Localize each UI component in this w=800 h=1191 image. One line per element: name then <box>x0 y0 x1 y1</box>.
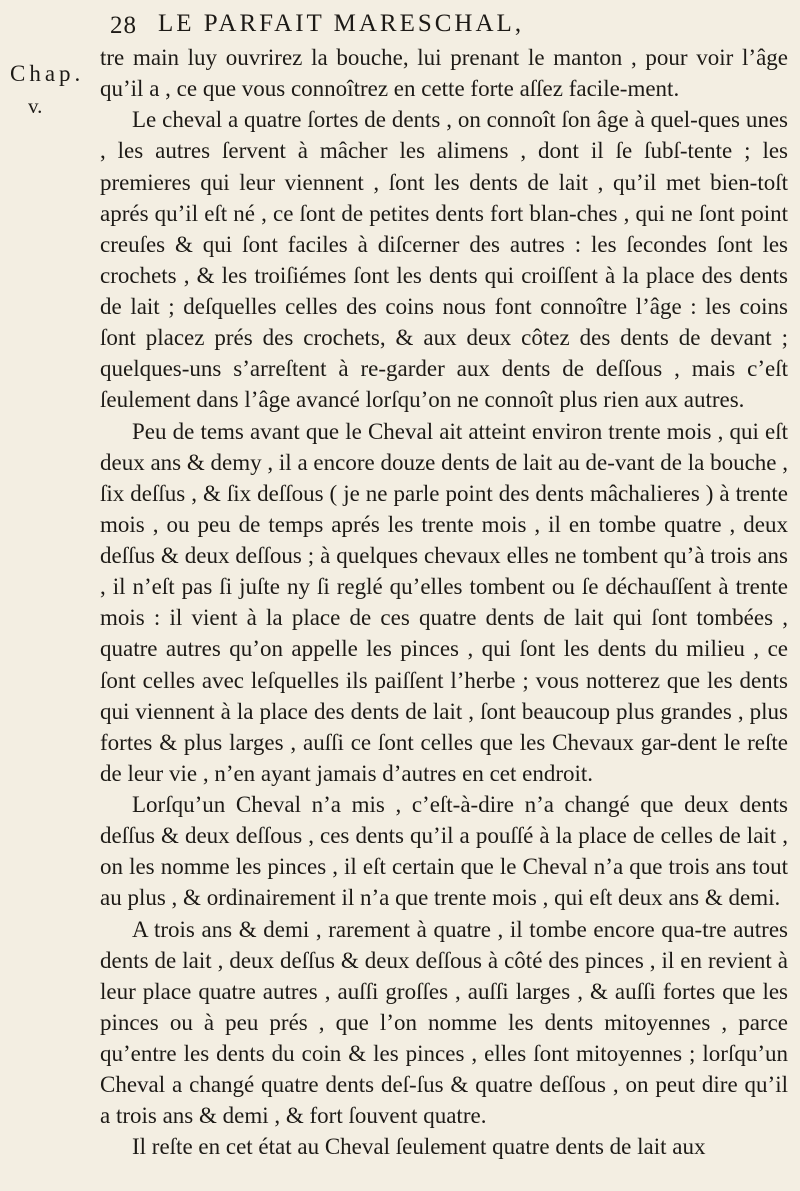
paragraph-4: Lorſqu’un Cheval n’a mis , c’eſt-à-dire n’a changé que deux dents deſſus & deux deſſous , ces dents qu’il a pouſſé à la place de celles de lait , on les nomme les pinces , il eſt certain que le Cheval n’a que trois ans tout au plus , & ordinairement il n’a que trente mois , qui eſt deux ans & demi. <box>100 792 788 911</box>
paragraph-6: Il reſte en cet état au Cheval ſeulement quatre dents de lait aux <box>132 1134 706 1160</box>
paragraph-3: Peu de tems avant que le Cheval ait atteint environ trente mois , qui eſt deux ans & demy , il a encore douze dents de lait au de-vant de la bouche , ſix deſſus , & ſix deſſous ( je ne parle point des dents mâchalieres ) à trente mois , ou peu de temps aprés les trente mois , il en tombe quatre , deux deſſus & deux deſſous ; à quelques chevaux elles ne tombent qu’à trois ans , il n’eſt pas ſi juſte ny ſi reglé qu’elles tombent ou ſe déchauſſent à trente mois : il vient à la place de ces quatre dents de lait qui ſont tombées , quatre autres qu’on appelle les pinces , qui ſont les dents du milieu , ce ſont celles avec leſquelles ils paiſſent l’herbe ; vous notterez que les dents qui viennent à la place des dents de lait , ſont beaucoup plus grandes , plus fortes & plus larges , auſſi ce ſont celles que les Chevaux gar-dent le reſte de leur vie , n’en ayant jamais d’autres en cet endroit. <box>100 418 788 786</box>
page-number: 28 <box>110 12 137 39</box>
chapter-margin-note <box>10 58 90 122</box>
paragraph-1: tre main luy ouvrirez la bouche, lui prenant le manton , pour voir l’âge qu’il a , ce que vous connoîtrez en cette forte aſſez facile-ment. <box>100 45 788 102</box>
paragraph-2: Le cheval a quatre ſortes de dents , on connoît ſon âge à quel-ques unes , les autres ſervent à mâcher les alimens , dont il ſe ſubſ-tente ; les premieres qui leur viennent , ſont les dents de lait , qu’il met bien-toſt aprés qu’il eſt né , ce ſont de petites dents fort blan-ches , qui ne ſont point creuſes & qui ſont faciles à diſcerner des autres : les ſecondes ſont les crochets , & les troiſiémes ſont les dents qui croiſſent à la place des dents de lait ; deſquelles celles des coins nous font connoître l’âge : les coins ſont placez prés des crochets, & aux deux côtez des dents de devant ; quelques-uns s’arreſtent à re-garder aux dents de deſſous , mais c’eſt ſeulement dans l’âge avancé lorſqu’on ne connoît plus rien aux autres. <box>100 107 788 413</box>
page-header <box>0 6 800 46</box>
running-title: LE PARFAIT MARESCHAL, <box>158 10 525 37</box>
chapter-number: v. <box>28 94 43 118</box>
chapter-label: Chap. <box>10 61 85 86</box>
paragraph-5: A trois ans & demi , rarement à quatre , il tombe encore qua-tre autres dents de lait , deux deſſus & deux deſſous à côté des pinces , il en revient à leur place quatre autres , auſſi groſſes , auſſi larges , & auſſi fortes que les pinces ou à peu prés , que l’on nomme les dents mitoyennes , parce qu’entre les dents du coin & les pinces , elles ſont mitoyennes ; lorſqu’un Cheval a changé quatre dents deſ-ſus & quatre deſſous , on peut dire qu’il a trois ans & demi , & fort ſouvent quatre. <box>100 916 788 1129</box>
body-text <box>100 42 788 1163</box>
